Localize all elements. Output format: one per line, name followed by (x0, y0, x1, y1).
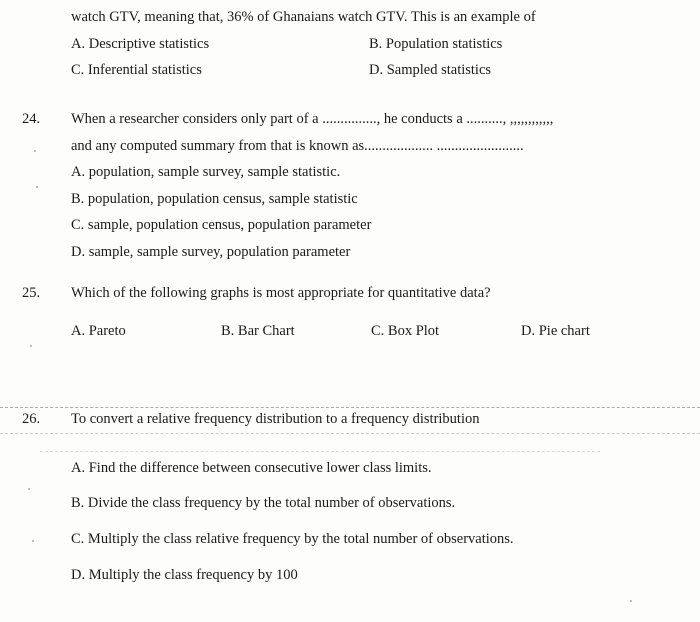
q23-option-b[interactable]: B. Population statistics (369, 36, 503, 52)
q24-stem-line1: When a researcher considers only part of a ..............., he conducts a .........., ,,,,,,,,,,,, (71, 111, 554, 127)
q25-option-b[interactable]: B. Bar Chart (221, 323, 295, 339)
q25-option-d[interactable]: D. Pie chart (521, 323, 590, 339)
q24-option-a[interactable]: A. population, sample survey, sample statistic. (71, 164, 341, 180)
q24-option-d[interactable]: D. sample, sample survey, population parameter (71, 244, 351, 260)
scan-speck (36, 186, 38, 188)
q23-option-c[interactable]: C. Inferential statistics (71, 62, 202, 78)
scan-speck (30, 345, 32, 347)
q25-stem: Which of the following graphs is most appropriate for quantitative data? (71, 285, 491, 301)
scan-speck (28, 488, 30, 490)
q26-option-a[interactable]: A. Find the difference between consecutive lower class limits. (71, 460, 432, 476)
q23-option-d[interactable]: D. Sampled statistics (369, 62, 492, 78)
scan-speck (32, 540, 34, 542)
q26-option-b[interactable]: B. Divide the class frequency by the total number of observations. (71, 495, 456, 511)
q25-option-c[interactable]: C. Box Plot (371, 323, 440, 339)
scan-speck (630, 600, 632, 602)
q24-number: 24. (22, 111, 41, 127)
q24-option-b[interactable]: B. population, population census, sample statistic (71, 191, 358, 207)
q23-stem-tail: watch GTV, meaning that, 36% of Ghanaians watch GTV. This is an example of (71, 9, 536, 25)
scan-line (0, 433, 700, 434)
scan-line (40, 451, 600, 452)
q24-stem-line2: and any computed summary from that is known as................... ........................ (71, 138, 524, 154)
q25-option-a[interactable]: A. Pareto (71, 323, 126, 339)
q23-option-a[interactable]: A. Descriptive statistics (71, 36, 210, 52)
q26-option-c[interactable]: C. Multiply the class relative frequency by the total number of observations. (71, 531, 514, 547)
q26-stem: To convert a relative frequency distribution to a frequency distribution (71, 411, 480, 427)
q26-option-d[interactable]: D. Multiply the class frequency by 100 (71, 567, 298, 583)
scan-line (0, 407, 700, 408)
q26-number: 26. (22, 411, 41, 427)
q25-number: 25. (22, 285, 41, 301)
scan-speck (34, 150, 36, 152)
q24-option-c[interactable]: C. sample, population census, population parameter (71, 217, 372, 233)
